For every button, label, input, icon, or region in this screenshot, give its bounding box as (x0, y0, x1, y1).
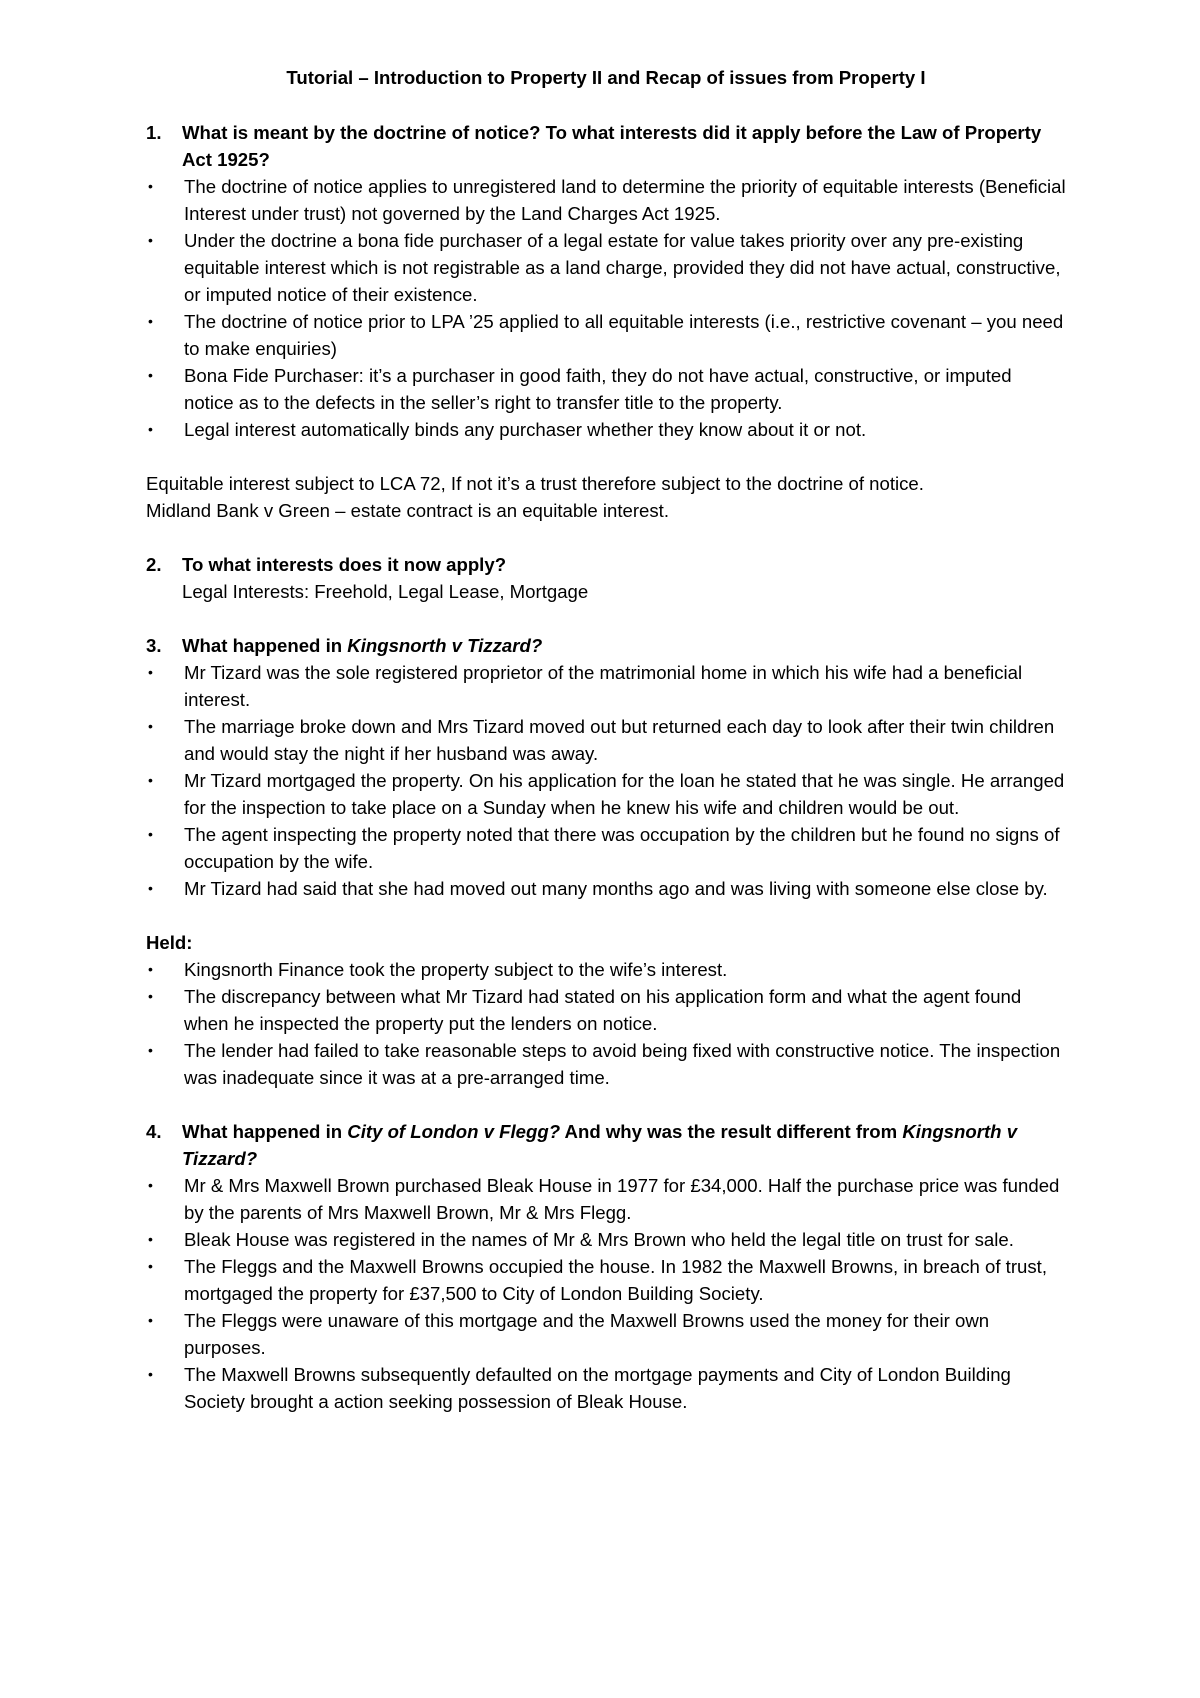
question-text-middle: And why was the result different from (560, 1121, 903, 1142)
bullet-icon: • (148, 178, 153, 194)
list-item-text: Legal interest automatically binds any purchaser whether they know about it or not. (184, 419, 867, 440)
list-item-text: The discrepancy between what Mr Tizard had stated on his application form and what the agent found when he inspected the property put the lenders on notice. (184, 986, 1022, 1034)
question-4 (146, 1118, 1066, 1172)
spacer (146, 902, 1066, 929)
bullet-icon: • (148, 826, 153, 842)
list-item-text: Mr Tizard had said that she had moved out many months ago and was living with someone else close by. (184, 878, 1048, 899)
list-item-text: Kingsnorth Finance took the property subject to the wife’s interest. (184, 959, 728, 980)
case-name: Kingsnorth v Tizzard? (182, 1121, 1018, 1169)
bullet-icon: • (148, 1312, 153, 1328)
question-number: 2. (146, 554, 162, 575)
list-item (146, 1307, 1066, 1361)
list-item-text: The agent inspecting the property noted that there was occupation by the children but he found no signs of occupation by the wife. (184, 824, 1060, 872)
list-item (146, 173, 1066, 227)
list-item (146, 659, 1066, 713)
question-number: 3. (146, 635, 162, 656)
bullet-icon: • (148, 718, 153, 734)
question-3 (146, 632, 1066, 659)
held-bullet-list (146, 956, 1066, 1091)
list-item (146, 1037, 1066, 1091)
bullet-icon: • (148, 988, 153, 1004)
bullet-icon: • (148, 772, 153, 788)
list-item (146, 227, 1066, 308)
list-item-text: Bona Fide Purchaser: it’s a purchaser in good faith, they do not have actual, constructive, or imputed notice as to the defects in the seller’s right to transfer title to the property. (184, 365, 1012, 413)
question-text (182, 632, 1066, 659)
bullet-icon: • (148, 880, 153, 896)
bullet-icon: • (148, 313, 153, 329)
bullet-icon: • (148, 367, 153, 383)
list-item (146, 1226, 1066, 1253)
list-item-text: The Fleggs and the Maxwell Browns occupied the house. In 1982 the Maxwell Browns, in breach of trust, mortgaged the property for £37,500 to City of London Building Society. (184, 1256, 1048, 1304)
list-item (146, 1172, 1066, 1226)
bullet-icon: • (148, 1366, 153, 1382)
question-number: 4. (146, 1121, 162, 1142)
bullet-list (146, 659, 1066, 902)
spacer (146, 443, 1066, 470)
question-1 (146, 119, 1066, 173)
question-text (182, 1118, 1066, 1172)
question-number: 1. (146, 122, 162, 143)
paragraph: Equitable interest subject to LCA 72, If not it’s a trust therefore subject to the doctrine of notice. (146, 473, 924, 494)
document-title: Tutorial – Introduction to Property II and Recap of issues from Property I (286, 67, 926, 88)
case-name: Kingsnorth v Tizzard? (347, 635, 543, 656)
list-item-text: The Maxwell Browns subsequently defaulted on the mortgage payments and City of London Building Society brought a action seeking possession of Bleak House. (184, 1364, 1011, 1412)
list-item-text: The doctrine of notice applies to unregistered land to determine the priority of equitable interests (Beneficial Interest under trust) not governed by the Land Charges Act 1925. (184, 176, 1066, 224)
answer-text: Legal Interests: Freehold, Legal Lease, Mortgage (182, 581, 589, 602)
held-heading: Held: (146, 932, 193, 953)
list-item-text: Mr Tizard was the sole registered proprietor of the matrimonial home in which his wife had a beneficial interest. (184, 662, 1023, 710)
list-item-text: The lender had failed to take reasonable steps to avoid being fixed with constructive notice. The inspection was inadequate since it was at a pre-arranged time. (184, 1040, 1061, 1088)
bullet-icon: • (148, 1177, 153, 1193)
list-item-text: Mr & Mrs Maxwell Brown purchased Bleak House in 1977 for £34,000. Half the purchase price was funded by the parents of Mrs Maxwell Brown, Mr & Mrs Flegg. (184, 1175, 1060, 1223)
list-item (146, 713, 1066, 767)
document-page (146, 64, 1066, 1415)
case-name: City of London v Flegg? (347, 1121, 561, 1142)
bullet-icon: • (148, 232, 153, 248)
list-item-text: The marriage broke down and Mrs Tizard moved out but returned each day to look after their twin children and would stay the night if her husband was away. (184, 716, 1055, 764)
question-2 (146, 551, 1066, 578)
list-item (146, 1361, 1066, 1415)
list-item (146, 821, 1066, 875)
list-item-text: The doctrine of notice prior to LPA ’25 applied to all equitable interests (i.e., restrictive covenant – you need to make enquiries) (184, 311, 1064, 359)
bullet-icon: • (148, 421, 153, 437)
list-item (146, 1253, 1066, 1307)
list-item (146, 875, 1066, 902)
paragraph: Midland Bank v Green – estate contract is an equitable interest. (146, 500, 669, 521)
list-item (146, 416, 1066, 443)
list-item-text: Mr Tizard mortgaged the property. On his application for the loan he stated that he was single. He arranged for the inspection to take place on a Sunday when he knew his wife and children would be out. (184, 770, 1065, 818)
spacer (146, 605, 1066, 632)
list-item (146, 308, 1066, 362)
bullet-icon: • (148, 961, 153, 977)
bullet-list (146, 1172, 1066, 1415)
bullet-icon: • (148, 1258, 153, 1274)
question-text: What is meant by the doctrine of notice? To what interests did it apply before the Law of Property Act 1925? (182, 122, 1042, 170)
question-text-prefix: What happened in (182, 1121, 348, 1142)
list-item-text: Under the doctrine a bona fide purchaser of a legal estate for value takes priority over any pre-existing equitable interest which is not registrable as a land charge, provided they did not have actual, constructive, or imputed notice of their existence. (184, 230, 1061, 305)
list-item (146, 983, 1066, 1037)
list-item (146, 362, 1066, 416)
list-item-text: The Fleggs were unaware of this mortgage and the Maxwell Browns used the money for their own purposes. (184, 1310, 990, 1358)
question-text: To what interests does it now apply? (182, 554, 507, 575)
list-item-text: Bleak House was registered in the names of Mr & Mrs Brown who held the legal title on trust for sale. (184, 1229, 1014, 1250)
bullet-icon: • (148, 1042, 153, 1058)
question-text-prefix: What happened in (182, 635, 348, 656)
list-item (146, 956, 1066, 983)
list-item (146, 767, 1066, 821)
spacer (146, 524, 1066, 551)
spacer (146, 1091, 1066, 1118)
bullet-list (146, 173, 1066, 443)
bullet-icon: • (148, 664, 153, 680)
bullet-icon: • (148, 1231, 153, 1247)
